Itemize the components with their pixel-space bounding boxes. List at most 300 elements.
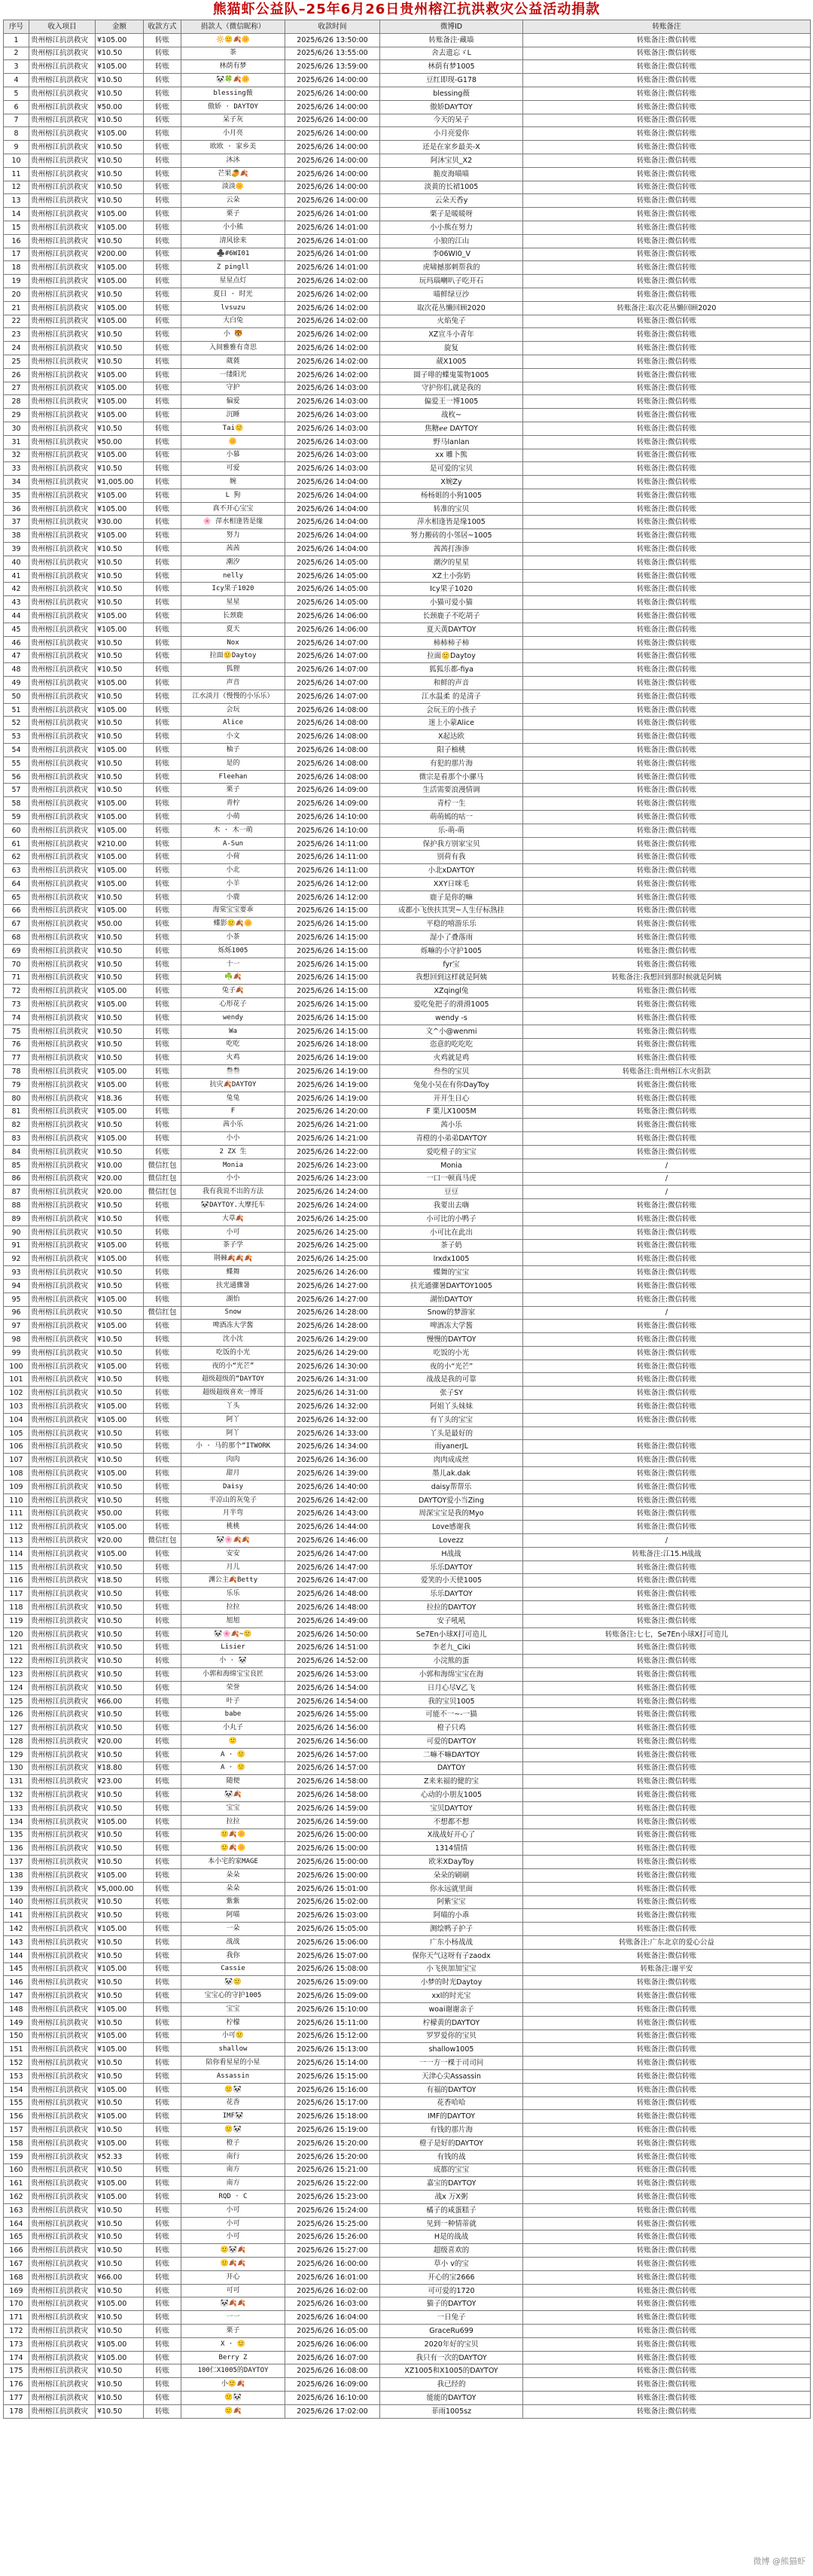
row-method: 转账 [144, 301, 181, 315]
row-amount: ¥10.50 [96, 2244, 144, 2258]
row-donor: 小文 [181, 730, 285, 744]
row-donor: 小可 [181, 2230, 285, 2244]
row-project: 贵州榕江抗洪救灾 [29, 114, 96, 127]
row-amount: ¥10.50 [96, 971, 144, 985]
row-index: 113 [4, 1534, 29, 1548]
row-method: 转账 [144, 221, 181, 234]
row-weibo-id: 乐-萌-萌 [380, 824, 523, 837]
row-index: 148 [4, 2002, 29, 2016]
row-time: 2025/6/26 14:47:00 [285, 1561, 380, 1574]
row-index: 16 [4, 234, 29, 248]
row-donor: 一朵 [181, 1923, 285, 1936]
row-weibo-id: H战战 [380, 1547, 523, 1561]
row-index: 117 [4, 1588, 29, 1601]
row-index: 43 [4, 596, 29, 610]
row-donor: 夏天 [181, 623, 285, 636]
row-weibo-id: 茜小乐 [380, 1119, 523, 1132]
row-time: 2025/6/26 14:25:00 [285, 1212, 380, 1226]
row-index: 120 [4, 1628, 29, 1641]
row-note: 转账备注:微信转账 [523, 100, 811, 114]
row-weibo-id: 雨yanerJL [380, 1440, 523, 1454]
table-row [4, 958, 811, 971]
row-method: 转账 [144, 449, 181, 462]
row-donor: 陪你看星星的小星 [181, 2057, 285, 2070]
row-note: 转账备注:微信转账 [523, 1868, 811, 1882]
row-note: 转账备注:微信转账 [523, 1601, 811, 1615]
row-amount: ¥105.00 [96, 703, 144, 717]
row-weibo-id: 有犯的那片海 [380, 757, 523, 770]
row-donor: 兔子🍂 [181, 985, 285, 998]
table-row [4, 1413, 811, 1427]
row-method: 转账 [144, 1132, 181, 1146]
row-index: 18 [4, 261, 29, 275]
col-header-index: 序号 [4, 20, 29, 34]
row-method: 转账 [144, 1440, 181, 1454]
row-note: 转账备注:微信转账 [523, 1078, 811, 1092]
row-note: 转账备注:微信转账 [523, 2392, 811, 2405]
row-time: 2025/6/26 14:00:00 [285, 114, 380, 127]
row-method: 转账 [144, 636, 181, 650]
row-time: 2025/6/26 14:15:00 [285, 971, 380, 985]
row-amount: ¥10.50 [96, 2392, 144, 2405]
row-amount: ¥10.50 [96, 931, 144, 945]
row-index: 116 [4, 1574, 29, 1588]
row-time: 2025/6/26 15:03:00 [285, 1909, 380, 1923]
row-method: 转账 [144, 87, 181, 100]
row-project: 贵州榕江抗洪救灾 [29, 797, 96, 811]
row-note: 转账备注:微信转账 [523, 2110, 811, 2124]
row-project: 贵州榕江抗洪救灾 [29, 610, 96, 623]
row-time: 2025/6/26 15:00:00 [285, 1828, 380, 1842]
row-index: 72 [4, 985, 29, 998]
table-row [4, 355, 811, 368]
row-time: 2025/6/26 14:31:00 [285, 1387, 380, 1400]
row-note: 转账备注:微信转账 [523, 730, 811, 744]
row-amount: ¥10.50 [96, 2325, 144, 2338]
row-project: 贵州榕江抗洪救灾 [29, 690, 96, 703]
row-project: 贵州榕江抗洪救灾 [29, 1641, 96, 1655]
row-index: 170 [4, 2297, 29, 2311]
row-project: 贵州榕江抗洪救灾 [29, 422, 96, 435]
table-row [4, 2270, 811, 2284]
row-weibo-id: 猫子的DAYTOY [380, 2297, 523, 2311]
donation-table [3, 20, 811, 2419]
row-method: 转账 [144, 851, 181, 864]
row-time: 2025/6/26 15:07:00 [285, 1949, 380, 1962]
row-donor: 🐼DAYTOY.大摩托车 [181, 1199, 285, 1213]
row-time: 2025/6/26 15:22:00 [285, 2177, 380, 2191]
row-index: 9 [4, 141, 29, 154]
row-weibo-id: GraceRu699 [380, 2325, 523, 2338]
row-index: 71 [4, 971, 29, 985]
row-amount: ¥50.00 [96, 918, 144, 931]
row-index: 28 [4, 395, 29, 409]
row-index: 53 [4, 730, 29, 744]
row-amount: ¥105.00 [96, 677, 144, 690]
row-weibo-id: 还是在家乡最美-X [380, 141, 523, 154]
row-amount: ¥10.50 [96, 1561, 144, 1574]
row-time: 2025/6/26 15:09:00 [285, 1976, 380, 1990]
row-time: 2025/6/26 14:48:00 [285, 1588, 380, 1601]
table-row [4, 1923, 811, 1936]
row-note: 转账备注:微信转账 [523, 1494, 811, 1507]
row-time: 2025/6/26 15:16:00 [285, 2083, 380, 2096]
row-note: 转账备注:微信转账 [523, 2378, 811, 2392]
row-index: 145 [4, 1962, 29, 1976]
row-time: 2025/6/26 14:00:00 [285, 74, 380, 87]
table-row [4, 971, 811, 985]
table-row [4, 757, 811, 770]
row-donor: 潮汐 [181, 556, 285, 569]
row-amount: ¥10.50 [96, 1588, 144, 1601]
row-index: 100 [4, 1360, 29, 1373]
row-time: 2025/6/26 14:57:00 [285, 1761, 380, 1775]
row-amount: ¥10.50 [96, 958, 144, 971]
row-time: 2025/6/26 14:03:00 [285, 462, 380, 476]
row-weibo-id: 日月心尽V乙飞 [380, 1681, 523, 1694]
row-project: 贵州榕江抗洪救灾 [29, 1655, 96, 1668]
row-weibo-id: 小飞侠加加宝宝 [380, 1962, 523, 1976]
row-method: 转账 [144, 1387, 181, 1400]
row-weibo-id: 小月亮爱你 [380, 127, 523, 141]
row-donor: 安安 [181, 1547, 285, 1561]
row-donor: 大草🍂 [181, 1212, 285, 1226]
row-note: 转账备注:微信转账 [523, 2083, 811, 2096]
row-method: 转账 [144, 1588, 181, 1601]
row-amount: ¥52.33 [96, 2150, 144, 2163]
row-weibo-id: 狐狐乐都-fiya [380, 663, 523, 677]
table-row [4, 918, 811, 931]
row-time: 2025/6/26 14:32:00 [285, 1400, 380, 1414]
row-method: 转账 [144, 2177, 181, 2191]
row-weibo-id: 玩玛瑙喇叭子吃开石 [380, 275, 523, 288]
row-project: 贵州榕江抗洪救灾 [29, 33, 96, 47]
row-project: 贵州榕江抗洪救灾 [29, 1761, 96, 1775]
row-method: 转账 [144, 1748, 181, 1761]
row-note: 转账备注:微信转账 [523, 1387, 811, 1400]
row-amount: ¥10.50 [96, 355, 144, 368]
row-time: 2025/6/26 14:24:00 [285, 1186, 380, 1199]
row-amount: ¥50.00 [96, 1507, 144, 1521]
row-weibo-id: 叁叁的宝贝 [380, 1065, 523, 1079]
row-amount: ¥105.00 [96, 1467, 144, 1481]
row-amount: ¥10.50 [96, 1119, 144, 1132]
row-amount: ¥20.00 [96, 1735, 144, 1749]
row-time: 2025/6/26 14:10:00 [285, 824, 380, 837]
row-amount: ¥18.80 [96, 1761, 144, 1775]
row-note: 转账备注:微信转账 [523, 1293, 811, 1306]
row-donor: 🐼🙂 [181, 1976, 285, 1990]
row-weibo-id: 拉拉的DAYTOY [380, 1601, 523, 1615]
row-method: 转账 [144, 1507, 181, 1521]
row-method: 转账 [144, 368, 181, 382]
row-donor: 花香 [181, 2096, 285, 2110]
row-time: 2025/6/26 16:10:00 [285, 2392, 380, 2405]
row-donor: 甜月 [181, 1467, 285, 1481]
row-project: 贵州榕江抗洪救灾 [29, 2270, 96, 2284]
row-method: 转账 [144, 1962, 181, 1976]
row-note: 转账备注:微信转账 [523, 784, 811, 797]
row-index: 20 [4, 288, 29, 301]
row-index: 168 [4, 2270, 29, 2284]
row-method: 转账 [144, 583, 181, 596]
row-time: 2025/6/26 14:04:00 [285, 516, 380, 529]
row-time: 2025/6/26 15:19:00 [285, 2124, 380, 2137]
row-project: 贵州榕江抗洪救灾 [29, 1868, 96, 1882]
row-time: 2025/6/26 14:15:00 [285, 931, 380, 945]
row-amount: ¥10.50 [96, 1935, 144, 1949]
row-amount: ¥10.50 [96, 167, 144, 181]
row-note: 转账备注:微信转账 [523, 1440, 811, 1454]
row-amount: ¥105.00 [96, 1413, 144, 1427]
row-project: 贵州榕江抗洪救灾 [29, 824, 96, 837]
row-time: 2025/6/26 13:50:00 [285, 33, 380, 47]
row-note: 转账备注:微信转账 [523, 1828, 811, 1842]
row-index: 41 [4, 569, 29, 583]
row-weibo-id: 橘子的咸蛋糕子 [380, 2203, 523, 2217]
row-time: 2025/6/26 14:05:00 [285, 556, 380, 569]
row-index: 3 [4, 60, 29, 74]
row-index: 151 [4, 2043, 29, 2057]
row-weibo-id: 火焰兔子 [380, 315, 523, 328]
row-project: 贵州榕江抗洪救灾 [29, 1935, 96, 1949]
row-note: 转账备注:微信转账 [523, 1413, 811, 1427]
row-method: 转账 [144, 74, 181, 87]
table-row [4, 167, 811, 181]
row-amount: ¥10.50 [96, 1722, 144, 1735]
row-time: 2025/6/26 15:10:00 [285, 2002, 380, 2016]
row-donor: 偏爱 [181, 395, 285, 409]
row-weibo-id: 成都小飞侠扶其哭~人生仔标熟挂 [380, 904, 523, 918]
row-note: 转账备注:微信转账 [523, 208, 811, 221]
row-index: 60 [4, 824, 29, 837]
row-method: 微信红包 [144, 1306, 181, 1320]
table-row [4, 1561, 811, 1574]
row-project: 贵州榕江抗洪救灾 [29, 1132, 96, 1146]
row-amount: ¥10.50 [96, 47, 144, 60]
row-index: 114 [4, 1547, 29, 1561]
row-project: 贵州榕江抗洪救灾 [29, 462, 96, 476]
table-row [4, 1360, 811, 1373]
row-note: 转账备注:微信转账 [523, 998, 811, 1012]
row-method: 转账 [144, 1078, 181, 1092]
row-project: 贵州榕江抗洪救灾 [29, 1895, 96, 1909]
row-index: 6 [4, 100, 29, 114]
table-row [4, 2351, 811, 2364]
row-time: 2025/6/26 15:23:00 [285, 2191, 380, 2204]
row-amount: ¥105.00 [96, 315, 144, 328]
row-time: 2025/6/26 15:06:00 [285, 1935, 380, 1949]
row-donor: 茜茜 [181, 543, 285, 556]
row-weibo-id: 豆豆 [380, 1186, 523, 1199]
row-method: 转账 [144, 1722, 181, 1735]
row-method: 转账 [144, 797, 181, 811]
row-donor: 🙂🐼 [181, 2392, 285, 2405]
row-project: 贵州榕江抗洪救灾 [29, 851, 96, 864]
row-project: 贵州榕江抗洪救灾 [29, 127, 96, 141]
row-time: 2025/6/26 14:07:00 [285, 677, 380, 690]
row-weibo-id: 嘉宝的DAYTOY [380, 2177, 523, 2191]
row-index: 174 [4, 2351, 29, 2364]
row-weibo-id: 肉肉成成丝 [380, 1454, 523, 1467]
row-project: 贵州榕江抗洪救灾 [29, 1923, 96, 1936]
row-project: 贵州榕江抗洪救灾 [29, 891, 96, 904]
row-amount: ¥10.50 [96, 154, 144, 167]
row-weibo-id: 广东小杨战战 [380, 1935, 523, 1949]
row-amount: ¥10.50 [96, 1145, 144, 1159]
row-note: 转账备注:微信转账 [523, 2203, 811, 2217]
row-time: 2025/6/26 14:03:00 [285, 449, 380, 462]
table-row [4, 462, 811, 476]
row-note: 转账备注:微信转账 [523, 489, 811, 502]
row-note: 转账备注:微信转账 [523, 1480, 811, 1494]
row-method: 转账 [144, 1708, 181, 1722]
row-weibo-id: 可能不一~-一猫 [380, 1708, 523, 1722]
row-time: 2025/6/26 14:47:00 [285, 1547, 380, 1561]
row-project: 贵州榕江抗洪救灾 [29, 1521, 96, 1534]
row-index: 45 [4, 623, 29, 636]
table-row [4, 717, 811, 730]
row-amount: ¥10.50 [96, 1895, 144, 1909]
row-project: 贵州榕江抗洪救灾 [29, 677, 96, 690]
row-donor: 超级超级喜欢一博哥 [181, 1387, 285, 1400]
row-donor: 战战 [181, 1935, 285, 1949]
row-weibo-id: 见到一种情蒂就 [380, 2217, 523, 2230]
row-method: 转账 [144, 1065, 181, 1079]
row-amount: ¥10.50 [96, 1708, 144, 1722]
row-index: 54 [4, 744, 29, 757]
row-time: 2025/6/26 14:04:00 [285, 489, 380, 502]
row-donor: 荆棘🍂🍂🍂 [181, 1253, 285, 1266]
row-time: 2025/6/26 14:01:00 [285, 248, 380, 261]
row-note: 转账备注:微信转账 [523, 1976, 811, 1990]
row-project: 贵州榕江抗洪救灾 [29, 1239, 96, 1253]
row-note: 转账备注:微信转账 [523, 221, 811, 234]
row-donor: 声音 [181, 677, 285, 690]
row-index: 105 [4, 1427, 29, 1440]
row-donor: 入间雅雅有奇思 [181, 342, 285, 355]
row-weibo-id: Z来来福的健的宝 [380, 1775, 523, 1789]
row-note: 转账备注:微信转账 [523, 1132, 811, 1146]
row-note [523, 1427, 811, 1440]
table-row [4, 1547, 811, 1561]
row-weibo-id: 有丫头的宝宝 [380, 1413, 523, 1427]
row-note: 转账备注:微信转账 [523, 985, 811, 998]
row-project: 贵州榕江抗洪救灾 [29, 1949, 96, 1962]
row-donor: 拉拉 [181, 1601, 285, 1615]
row-method: 转账 [144, 1909, 181, 1923]
row-method: 转账 [144, 904, 181, 918]
row-method: 微信红包 [144, 1159, 181, 1172]
row-index: 158 [4, 2136, 29, 2150]
row-note: 转账备注:微信转账 [523, 114, 811, 127]
row-amount: ¥10.50 [96, 181, 144, 194]
row-donor: L 狗 [181, 489, 285, 502]
row-time: 2025/6/26 14:49:00 [285, 1614, 380, 1628]
row-project: 贵州榕江抗洪救灾 [29, 784, 96, 797]
row-note: 转账备注:微信转账 [523, 1801, 811, 1815]
row-amount: ¥10.50 [96, 1480, 144, 1494]
row-time: 2025/6/26 14:00:00 [285, 154, 380, 167]
row-method: 转账 [144, 1212, 181, 1226]
row-donor: 淡淡🌼 [181, 181, 285, 194]
row-project: 贵州榕江抗洪救灾 [29, 2392, 96, 2405]
row-amount: ¥105.00 [96, 2177, 144, 2191]
row-index: 159 [4, 2150, 29, 2163]
row-donor: 🙂 [181, 1735, 285, 1749]
row-note: 转账备注:微信转账 [523, 395, 811, 409]
row-weibo-id: 爱吃橙子的宝宝 [380, 1145, 523, 1159]
row-donor: 茜小乐 [181, 1119, 285, 1132]
row-index: 39 [4, 543, 29, 556]
row-project: 贵州榕江抗洪救灾 [29, 2230, 96, 2244]
row-method: 转账 [144, 2392, 181, 2405]
row-time: 2025/6/26 14:43:00 [285, 1507, 380, 1521]
row-method: 转账 [144, 1413, 181, 1427]
row-time: 2025/6/26 14:00:00 [285, 100, 380, 114]
row-donor: 小可 [181, 2217, 285, 2230]
row-note: 转账备注:微信转账 [523, 797, 811, 811]
table-row [4, 409, 811, 422]
row-project: 贵州榕江抗洪救灾 [29, 2337, 96, 2351]
row-note: 转账备注:微信转账 [523, 663, 811, 677]
table-row [4, 1882, 811, 1895]
row-donor: 守护 [181, 382, 285, 395]
row-project: 贵州榕江抗洪救灾 [29, 998, 96, 1012]
table-row [4, 2364, 811, 2378]
row-method: 转账 [144, 918, 181, 931]
row-index: 130 [4, 1761, 29, 1775]
row-time: 2025/6/26 14:48:00 [285, 1601, 380, 1615]
row-index: 109 [4, 1480, 29, 1494]
row-index: 67 [4, 918, 29, 931]
table-row [4, 1895, 811, 1909]
row-project: 贵州榕江抗洪救灾 [29, 2404, 96, 2418]
row-donor: 🙂🐼🍂 [181, 2244, 285, 2258]
row-project: 贵州榕江抗洪救灾 [29, 1909, 96, 1923]
row-weibo-id: 生活需要浪漫情调 [380, 784, 523, 797]
row-donor: 🙂🐼 [181, 2083, 285, 2096]
row-donor: 柚子 [181, 744, 285, 757]
row-method: 转账 [144, 1681, 181, 1694]
row-amount: ¥10.50 [96, 944, 144, 958]
row-amount: ¥10.50 [96, 2404, 144, 2418]
row-time: 2025/6/26 16:09:00 [285, 2378, 380, 2392]
row-amount: ¥10.50 [96, 583, 144, 596]
row-index: 7 [4, 114, 29, 127]
table-row [4, 1694, 811, 1708]
row-index: 150 [4, 2029, 29, 2043]
row-donor: 荣誉 [181, 1681, 285, 1694]
row-amount: ¥10.50 [96, 2230, 144, 2244]
table-row [4, 1387, 811, 1400]
row-weibo-id: 小小熊在努力 [380, 221, 523, 234]
row-amount: ¥10.50 [96, 1789, 144, 1802]
row-donor: 宝宝 [181, 1801, 285, 1815]
row-note: 转账备注:微信转账 [523, 650, 811, 663]
row-project: 贵州榕江抗洪救灾 [29, 1561, 96, 1574]
row-method: 转账 [144, 1842, 181, 1856]
row-weibo-id: 是可爱的宝贝 [380, 462, 523, 476]
row-method: 转账 [144, 1494, 181, 1507]
row-donor: F [181, 1105, 285, 1119]
row-amount: ¥105.00 [96, 395, 144, 409]
row-amount: ¥20.00 [96, 1186, 144, 1199]
row-index: 121 [4, 1641, 29, 1655]
row-time: 2025/6/26 15:20:00 [285, 2150, 380, 2163]
row-index: 91 [4, 1239, 29, 1253]
row-index: 172 [4, 2325, 29, 2338]
